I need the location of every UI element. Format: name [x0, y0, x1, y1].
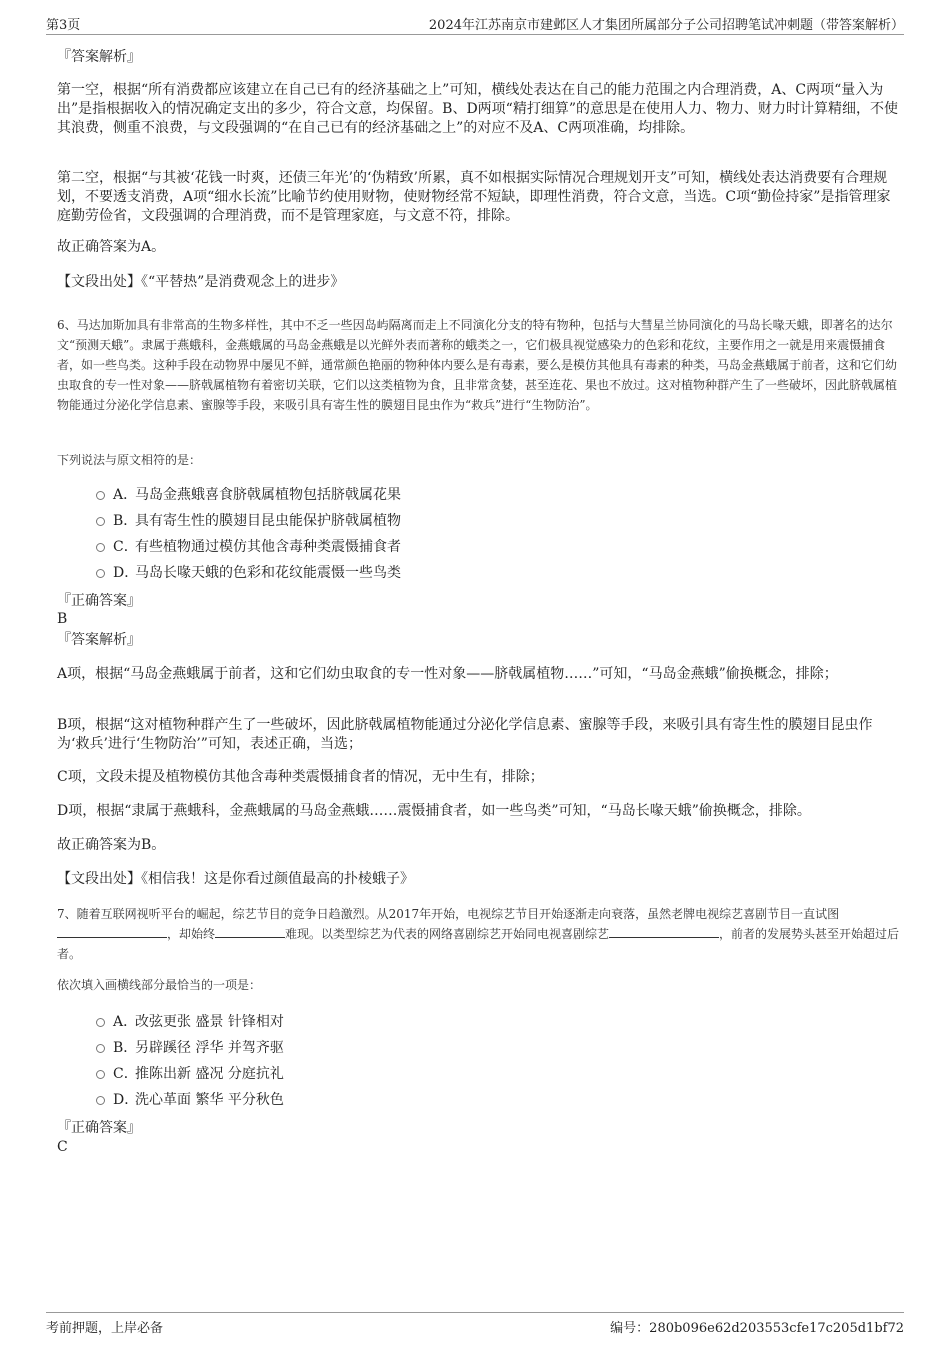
option-letter: B．: [113, 513, 138, 529]
radio-icon[interactable]: [96, 543, 105, 552]
q6-analysis-c: C项，文段未提及植物模仿其他含毒种类震慑捕食者的情况，无中生有，排除；: [57, 769, 544, 785]
radio-icon[interactable]: [96, 1070, 105, 1079]
option-text: 洗心革面 繁华 平分秋色: [135, 1092, 284, 1108]
q7-blank-3: [609, 925, 719, 938]
radio-icon[interactable]: [96, 491, 105, 500]
q6-analysis-d: D项，根据“隶属于燕蛾科，金燕蛾属的马岛金燕蛾……震慑捕食者，如一些鸟类”可知，“马岛长喙天蛾”偷换概念，排除。: [57, 803, 811, 819]
option-letter: D．: [113, 1092, 139, 1108]
q6-analysis-b: B项，根据“这对植物种群产生了一些破坏，因此脐戟属植物能通过分泌化学信息素、蜜腺等手段，来吸引具有寄生性的膜翅目昆虫作为‘救兵’进行‘生物防治’”可知，表述正确，当选；: [57, 717, 873, 752]
q5-source: 【文段出处】《“平替热”是消费观念上的进步》: [57, 274, 345, 290]
radio-icon[interactable]: [96, 1044, 105, 1053]
q5-analysis-para2: 第二空，根据“与其被‘花钱一时爽，还债三年光’的‘伪精致’所累，真不如根据实际情况合理规划开支”可知，横线处表达消费要有合理规划，不要透支消费，A项“细水长流”比喻节约使用财物，使财物经常不短缺，即理性消费，符合文意，当选。C项“勤俭持家”是指管理家庭勤劳俭省，文段强调的合理消费，而不是管理家庭，与文意不符，排除。: [57, 170, 891, 224]
option-letter: C．: [113, 1066, 138, 1082]
q7-blank-1: [57, 925, 167, 938]
q7-stem-part: ，却始终: [167, 927, 216, 941]
q6-prompt: 下列说法与原文相符的是：: [57, 453, 202, 467]
q6-option-c[interactable]: [96, 537, 401, 557]
q7-option-c[interactable]: [96, 1064, 284, 1084]
q7-stem: [57, 904, 902, 964]
q6-analysis-a: A项，根据“马岛金燕蛾属于前者，这和它们幼虫取食的专一性对象——脐戟属植物……”可知，“马岛金燕蛾”偷换概念，排除；: [57, 666, 838, 682]
q6-source: 【文段出处】《相信我！这是你看过颜值最高的扑棱蛾子》: [57, 871, 414, 887]
q7-option-d[interactable]: [96, 1090, 284, 1110]
q7-option-b[interactable]: [96, 1038, 284, 1058]
option-text: 改弦更张 盛景 针锋相对: [135, 1014, 284, 1030]
option-letter: C．: [113, 539, 138, 555]
q7-answer: C: [57, 1139, 68, 1155]
radio-icon[interactable]: [96, 1096, 105, 1105]
q7-option-a[interactable]: [96, 1012, 284, 1032]
document-id: 编号：280b096e62d203553cfe17c205d1bf72: [610, 1321, 904, 1336]
q7-stem-part: 7、随着互联网视听平台的崛起，综艺节目的竞争日趋激烈。从2017年开始，电视综艺节目开始逐渐走向衰落，虽然老牌电视综艺喜剧节目一直试图: [57, 907, 840, 921]
q6-answer: B: [57, 611, 68, 627]
page-footer: [46, 1312, 904, 1337]
q7-stem-part: ，前者的发展势头甚至开始超过后者。: [57, 927, 900, 961]
radio-icon[interactable]: [96, 569, 105, 578]
option-text: 马岛长喙天蛾的色彩和花纹能震慑一些鸟类: [135, 565, 401, 581]
document-title: 2024年江苏南京市建邺区人才集团所属部分子公司招聘笔试冲刺题（带答案解析）: [428, 18, 904, 33]
q5-analysis-label: 『答案解析』: [57, 49, 141, 65]
q6-option-b[interactable]: [96, 511, 401, 531]
page-number: 第3页: [46, 18, 81, 33]
radio-icon[interactable]: [96, 517, 105, 526]
q7-prompt: 依次填入画横线部分最恰当的一项是：: [57, 978, 262, 992]
q6-analysis-label: 『答案解析』: [57, 632, 141, 648]
q6-conclusion: 故正确答案为B。: [57, 837, 166, 853]
q5-analysis-para1: 第一空，根据“所有消费都应该建立在自己已有的经济基础之上”可知，横线处表达在自己的能力范围之内合理消费，A、C两项“量入为出”是指根据收入的情况确定支出的多少，符合文意，均保留。B、D两项“精打细算”的意思是在使用人力、物力、财力时计算精细，不使其浪费，侧重不浪费，与文段强调的“在自己已有的经济基础之上”的对应不及A、C两项准确，均排除。: [57, 82, 898, 136]
page-header: [46, 12, 904, 35]
q6-option-d[interactable]: [96, 563, 401, 583]
q5-conclusion: 故正确答案为A。: [57, 239, 166, 255]
footer-slogan: 考前押题，上岸必备: [46, 1321, 164, 1336]
option-text: 推陈出新 盛况 分庭抗礼: [135, 1066, 284, 1082]
option-text: 具有寄生性的膜翅目昆虫能保护脐戟属植物: [135, 513, 401, 529]
option-text: 马岛金燕蛾喜食脐戟属植物包括脐戟属花果: [135, 487, 401, 503]
q7-blank-2: [215, 925, 285, 938]
radio-icon[interactable]: [96, 1018, 105, 1027]
q7-stem-part: 难现。以类型综艺为代表的网络喜剧综艺开始同电视喜剧综艺: [285, 927, 610, 941]
option-text: 另辟蹊径 浮华 并驾齐驱: [135, 1040, 284, 1056]
option-letter: D．: [113, 565, 139, 581]
option-letter: B．: [113, 1040, 138, 1056]
option-letter: A．: [113, 487, 138, 503]
q6-stem: 6、马达加斯加具有非常高的生物多样性，其中不乏一些因岛屿隔离而走上不同演化分支的特有物种，包括与大彗星兰协同演化的马岛长喙天蛾，即著名的达尔文“预测天蛾”。隶属于燕蛾科，金燕蛾属的马岛金燕蛾是以光鲜外表而著称的蛾类之一，它们极具视觉感染力的色彩和花纹，主要作用之一就是用来震慑捕食者，如一些鸟类。这种手段在动物界中屡见不鲜，通常颜色艳丽的物种体内要么是有毒素，要么是模仿其他具有毒素的种类，马岛金燕蛾属于前者，这和它们幼虫取食的专一性对象——脐戟属植物有着密切关联，它们以这类植物为食，且非常贪婪，甚至连花、果也不放过。这对植物种群产生了一些破坏，因此脐戟属植物能通过分泌化学信息素、蜜腺等手段，来吸引具有寄生性的膜翅目昆虫作为“救兵”进行“生物防治”。: [57, 318, 898, 412]
q6-option-a[interactable]: [96, 485, 401, 505]
option-letter: A．: [113, 1014, 138, 1030]
option-text: 有些植物通过模仿其他含毒种类震慑捕食者: [135, 539, 401, 555]
q6-answer-label: 『正确答案』: [57, 593, 141, 609]
q7-answer-label: 『正确答案』: [57, 1120, 141, 1136]
